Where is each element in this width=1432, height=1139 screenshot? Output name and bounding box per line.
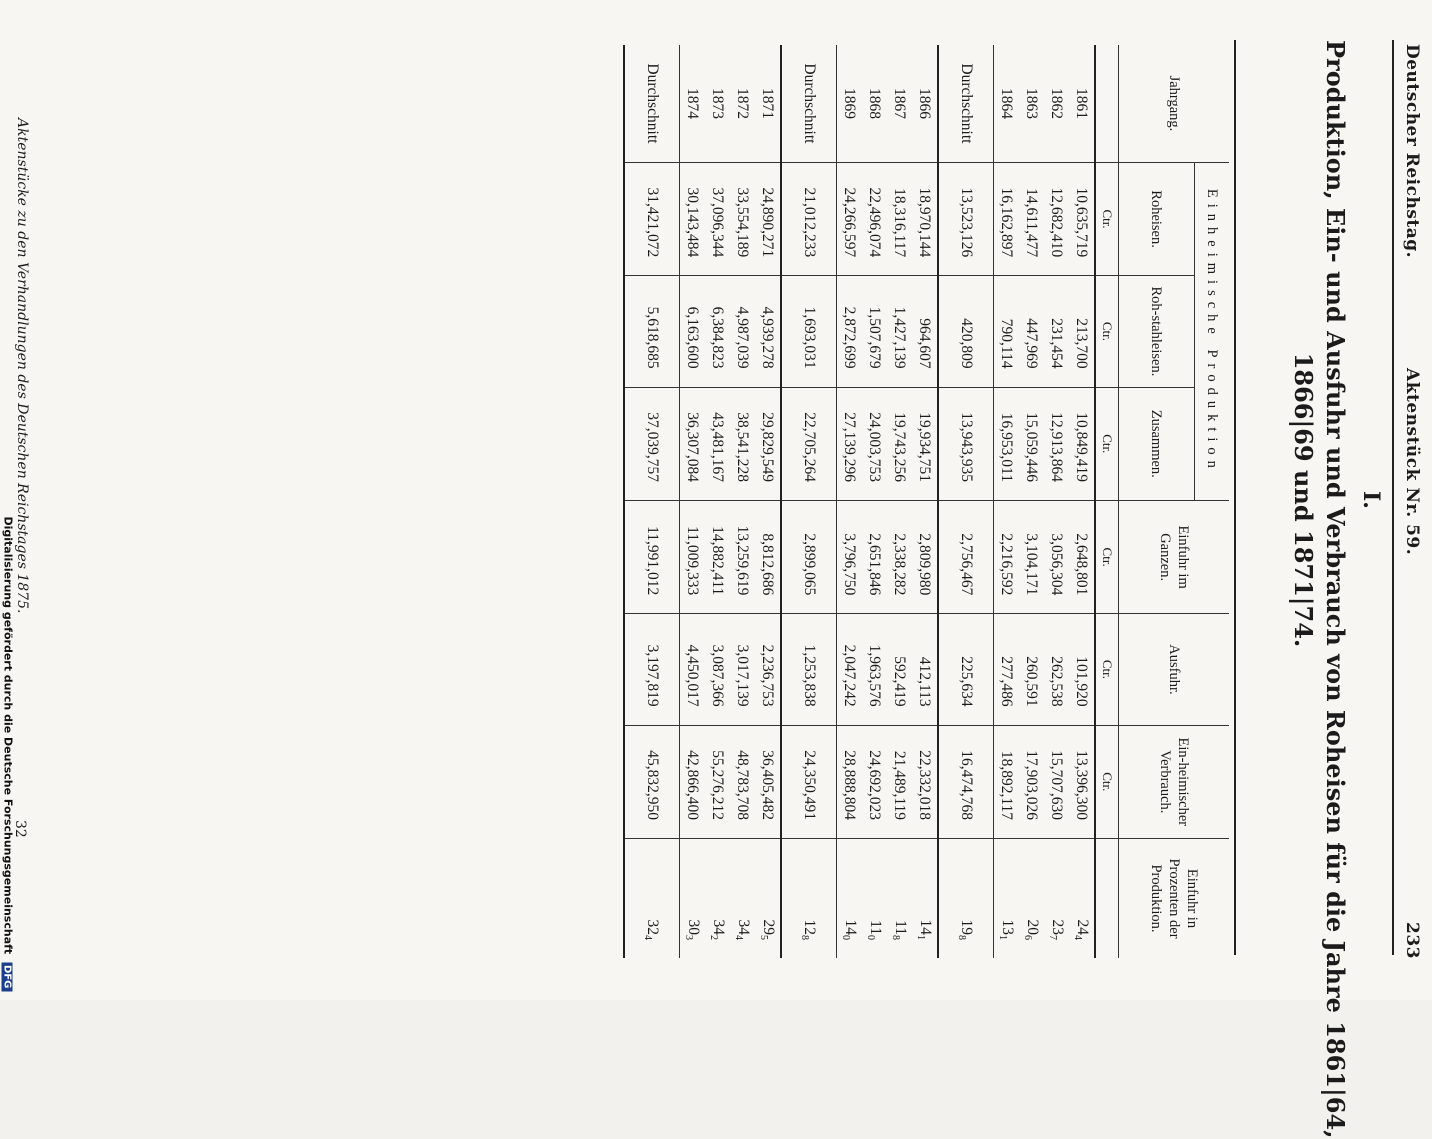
avg-steel-iron-cell: 420,809 [938,276,994,387]
export-cell: 262,538 [1044,614,1069,725]
total-cell: 24,003,753 [862,387,887,500]
steel-iron-cell: 4,939,278 [755,276,781,387]
col-total-header: Zusammen. [1119,387,1195,500]
consumption-cell: 17,903,026 [1019,725,1044,838]
pig-iron-cell: 16,162,897 [994,162,1020,275]
percent-dec: 4 [642,935,654,940]
import-percent-cell [1044,839,1069,959]
year-cell: 1862 [1048,87,1066,119]
table-top-rule [1234,40,1236,955]
dfg-logo: DFG [2,962,13,991]
import-percent-cell [912,839,938,959]
consumption-cell: 21,489,119 [887,725,912,838]
year-cell: 1864 [998,87,1016,119]
avg-consumption-cell: 24,350,491 [781,725,837,838]
avg-pig-iron-cell: 13,523,126 [938,162,994,275]
total-cell: 29,829,549 [755,387,781,500]
import-cell: 2,809,980 [912,500,938,613]
domestic-production-header: Einheimische Produktion [1194,162,1229,500]
pig-iron-cell: 14,611,477 [1019,162,1044,275]
table-row [1044,45,1069,958]
percent-dec: 7 [1047,935,1058,940]
consumption-cell: 22,332,018 [912,725,938,838]
percent-dec: 8 [890,935,901,940]
table-title-line1: Produktion, Ein- und Ausfuhr und Verbrauch von Roheisen für die Jahre 1861|64, [1321,40,1350,1139]
year-cell: 1873 [709,87,727,119]
avg-steel-iron-cell: 1,693,031 [781,276,837,387]
unit-label: Ctr. [1095,276,1119,387]
steel-iron-cell: 231,454 [1044,276,1069,387]
average-label: Durchschnitt [624,45,680,162]
percent-int: 11 [892,920,909,935]
year-cell: 1869 [841,87,859,119]
percent-int: 12 [801,919,819,935]
table-row [837,45,863,958]
total-cell: 12,913,864 [1044,387,1069,500]
export-cell: 1,963,576 [862,614,887,725]
average-label: Durchschnitt [781,45,837,162]
import-percent-cell [837,839,863,959]
export-cell: 277,486 [994,614,1020,725]
avg-import-cell: 2,756,467 [938,500,994,613]
percent-int: 20 [1024,919,1041,935]
import-percent-cell [994,839,1020,959]
steel-iron-cell: 4,987,039 [730,276,755,387]
import-cell: 14,882,411 [705,500,730,613]
year-cell: 1868 [866,87,884,119]
percent-int: 34 [710,919,727,935]
percent-dec: 0 [865,935,876,940]
unit-spacer [1095,45,1119,162]
percent-int: 14 [917,919,934,935]
steel-iron-cell: 1,507,679 [862,276,887,387]
percent-int: 34 [735,919,752,935]
pig-iron-cell: 30,143,484 [680,162,706,275]
consumption-cell: 24,692,023 [862,725,887,838]
consumption-cell: 36,405,482 [755,725,781,838]
avg-total-cell: 22,705,264 [781,387,837,500]
unit-label: Ctr. [1095,162,1119,275]
avg-import-cell: 2,899,065 [781,500,837,613]
percent-dec: 8 [799,935,811,940]
import-percent-cell [887,839,912,959]
average-row [781,45,837,958]
percent-int: 29 [760,919,777,935]
avg-import-percent-cell [781,839,837,959]
avg-total-cell: 37,039,757 [624,387,680,500]
percent-int: 30 [685,919,702,935]
pig-iron-cell: 10,635,719 [1069,162,1095,275]
year-cell: 1866 [912,45,938,162]
total-cell: 15,059,446 [1019,387,1044,500]
unit-label: Ctr. [1095,387,1119,500]
pig-iron-cell: 33,554,189 [730,162,755,275]
import-percent-cell [1069,839,1095,959]
year-cell: 1863 [1023,87,1041,119]
export-cell: 101,920 [1069,614,1095,725]
table-row [755,45,781,958]
total-cell: 36,307,084 [680,387,706,500]
table-row [1069,45,1095,958]
percent-int: 24 [1074,919,1091,935]
import-percent-cell [680,839,706,959]
total-cell: 19,934,751 [912,387,938,500]
import-percent-cell [730,839,755,959]
consumption-cell: 42,866,400 [680,725,706,838]
pig-iron-cell: 12,682,410 [1044,162,1069,275]
pig-iron-cell: 18,316,117 [887,162,912,275]
steel-iron-cell: 213,700 [1069,276,1095,387]
avg-export-cell: 1,253,838 [781,614,837,725]
header-center: Aktenstück Nr. 59. [1402,368,1422,556]
table-row [887,45,912,958]
import-cell: 2,338,282 [887,500,912,613]
percent-int: 13 [999,919,1016,935]
avg-import-cell: 11,991,012 [624,500,680,613]
consumption-cell: 15,707,630 [1044,725,1069,838]
percent-int: 23 [1049,919,1066,935]
table-row [862,45,887,958]
import-percent-cell [862,839,887,959]
iron-statistics-table [621,45,1229,958]
pig-iron-cell: 22,496,074 [862,162,887,275]
col-pig-iron-header: Roheisen. [1119,162,1195,275]
average-row [938,45,994,958]
percent-dec: 8 [956,935,968,940]
pig-iron-cell: 24,890,271 [755,162,781,275]
percent-int: 32 [644,919,662,935]
total-cell: 27,139,296 [837,387,863,500]
percent-dec: 4 [733,935,744,940]
unit-label: Ctr. [1095,725,1119,838]
year-cell: 1874 [684,87,702,119]
export-cell: 2,236,753 [755,614,781,725]
percent-dec: 4 [1072,935,1083,940]
col-export-header: Ausfuhr. [1119,614,1230,725]
avg-pig-iron-cell: 31,421,072 [624,162,680,275]
total-cell: 19,743,256 [887,387,912,500]
export-cell: 412,113 [912,614,938,725]
table-row [994,45,1020,958]
steel-iron-cell: 964,607 [912,276,938,387]
import-cell: 2,216,592 [994,500,1020,613]
import-percent-cell [705,839,730,959]
total-cell: 43,481,167 [705,387,730,500]
pig-iron-cell: 24,266,597 [837,162,863,275]
pig-iron-cell: 37,096,344 [705,162,730,275]
steel-iron-cell: 6,384,823 [705,276,730,387]
average-row [624,45,680,958]
avg-consumption-cell: 16,474,768 [938,725,994,838]
year-cell: 1872 [734,87,752,119]
dfg-note-text: Digitalisierung gefördert durch die Deutsche Forschungsgemeinschaft [1,516,15,955]
header-top-rule [1392,40,1394,955]
avg-export-cell: 3,197,819 [624,614,680,725]
percent-int: 11 [867,920,884,935]
steel-iron-cell: 790,114 [994,276,1020,387]
year-cell: 1871 [755,45,781,162]
rule-cell [621,45,624,958]
import-cell: 8,812,686 [755,500,781,613]
avg-export-cell: 225,634 [938,614,994,725]
steel-iron-cell: 6,163,600 [680,276,706,387]
export-cell: 4,450,017 [680,614,706,725]
total-cell: 16,953,011 [994,387,1020,500]
import-percent-cell [1019,839,1044,959]
percent-dec: 0 [840,935,851,940]
steel-iron-cell: 1,427,139 [887,276,912,387]
percent-dec: 1 [915,935,926,940]
steel-iron-cell: 447,969 [1019,276,1044,387]
header-left: Deutscher Reichstag. [1402,44,1422,259]
page-number: 233 [1402,922,1422,959]
steel-iron-cell: 2,872,699 [837,276,863,387]
section-numeral: I. [1358,491,1384,509]
percent-dec: 2 [708,935,719,940]
unit-label: Ctr. [1095,500,1119,613]
consumption-cell: 55,276,212 [705,725,730,838]
percent-dec: 6 [1022,935,1033,940]
export-cell: 592,419 [887,614,912,725]
import-cell: 2,648,801 [1069,500,1095,613]
table-row [912,45,938,958]
import-cell: 2,651,846 [862,500,887,613]
average-label: Durchschnitt [938,45,994,162]
pig-iron-cell: 18,970,144 [912,162,938,275]
col-import-header: Einfuhr im Ganzen. [1119,500,1230,613]
total-cell: 10,849,419 [1069,387,1095,500]
consumption-cell: 18,892,117 [994,725,1020,838]
import-cell: 3,104,171 [1019,500,1044,613]
export-cell: 260,591 [1019,614,1044,725]
export-cell: 3,087,366 [705,614,730,725]
year-cell: 1867 [891,87,909,119]
percent-int: 14 [842,919,859,935]
table-row [730,45,755,958]
col-steel-iron-header: Roh-stahleisen. [1119,276,1195,387]
unit-label: Ctr. [1095,614,1119,725]
footer-source: Aktenstücke zu den Verhandlungen des Deutschen Reichstages 1875. [14,118,30,614]
percent-int: 19 [958,919,976,935]
consumption-cell: 13,396,300 [1069,725,1095,838]
table-row [680,45,706,958]
import-cell: 13,259,619 [730,500,755,613]
col-import-percent-header: Einfuhr in Prozenten der Produktion. [1119,839,1230,959]
percent-dec: 3 [683,935,694,940]
percent-dec: 1 [997,935,1008,940]
consumption-cell: 28,888,804 [837,725,863,838]
avg-import-percent-cell [624,839,680,959]
footer-number: 32 [12,820,28,838]
table-body [621,45,1095,958]
col-consumption-header: Ein-heimischer Verbrauch. [1119,725,1230,838]
consumption-cell: 48,783,708 [730,725,755,838]
avg-pig-iron-cell: 21,012,233 [781,162,837,275]
table-title-line2: 1866|69 und 1871|74. [1289,352,1318,648]
avg-steel-iron-cell: 5,618,685 [624,276,680,387]
percent-dec: 5 [758,935,769,940]
avg-consumption-cell: 45,832,950 [624,725,680,838]
export-cell: 3,017,139 [730,614,755,725]
avg-import-percent-cell [938,839,994,959]
col-year-header: Jahrgang. [1166,75,1182,132]
avg-total-cell: 13,943,935 [938,387,994,500]
year-cell: 1861 [1069,45,1095,162]
import-cell: 11,009,333 [680,500,706,613]
import-cell: 3,796,750 [837,500,863,613]
total-cell: 38,541,228 [730,387,755,500]
table-row [705,45,730,958]
table-row [1019,45,1044,958]
table-bottom-rule [621,45,624,958]
import-percent-cell [755,839,781,959]
import-cell: 3,056,304 [1044,500,1069,613]
unit-spacer [1095,839,1119,959]
export-cell: 2,047,242 [837,614,863,725]
